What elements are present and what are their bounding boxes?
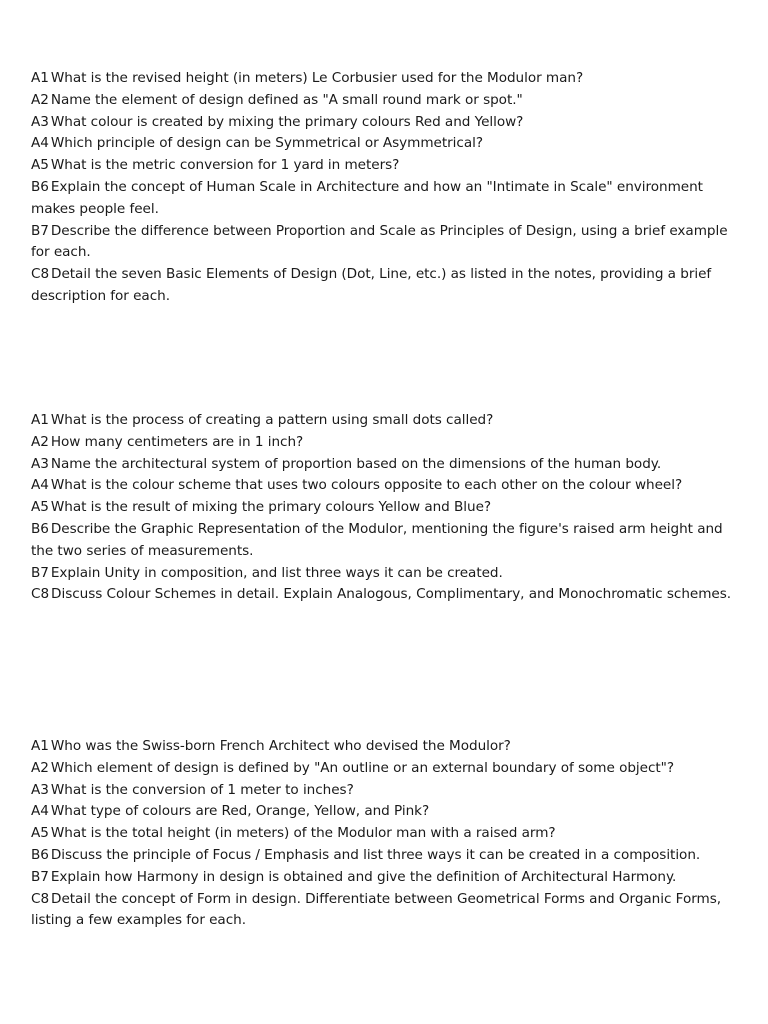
question-text: What is the process of creating a pattern using small dots called? [50, 412, 494, 428]
question-text: How many centimeters are in 1 inch? [50, 433, 304, 450]
question-text: What is the revised height (in meters) Le Corbusier used for the Modulor man? [50, 70, 584, 86]
question-code: A4 [31, 803, 49, 820]
question-item [31, 90, 737, 112]
question-code: A2 [31, 433, 49, 450]
question-code: A1 [31, 738, 49, 754]
question-item [31, 264, 737, 308]
question-item [31, 823, 737, 845]
question-text: Describe the Graphic Representation of the Modulor, mentioning the figure's raised arm height and the two series of measurements. [31, 520, 723, 559]
question-item [31, 889, 737, 933]
question-text: Name the element of design defined as "A small round mark or spot." [50, 91, 523, 108]
question-code: A3 [31, 455, 49, 472]
question-code: A1 [31, 412, 49, 428]
question-code: B6 [31, 178, 49, 195]
question-code: A1 [31, 70, 49, 86]
question-item [31, 221, 737, 265]
question-text: Describe the difference between Proportion and Scale as Principles of Design, using a brief example for each. [31, 222, 728, 261]
question-set-3 [31, 736, 737, 932]
question-item [31, 584, 737, 606]
question-text: Detail the concept of Form in design. Differentiate between Geometrical Forms and Organic Forms, listing a few examples for each. [31, 890, 722, 929]
question-text: What is the conversion of 1 meter to inches? [50, 781, 354, 798]
question-text: Explain Unity in composition, and list three ways it can be created. [50, 564, 503, 581]
question-set-2 [31, 410, 737, 606]
question-code: A3 [31, 113, 49, 130]
question-item [31, 497, 737, 519]
question-text: Detail the seven Basic Elements of Design (Dot, Line, etc.) as listed in the notes, providing a brief description for each. [31, 266, 712, 304]
question-text: What is the metric conversion for 1 yard in meters? [50, 157, 400, 174]
question-item [31, 563, 737, 585]
question-code: B7 [31, 222, 49, 239]
question-item [31, 845, 737, 867]
question-text: Explain the concept of Human Scale in Architecture and how an "Intimate in Scale" environment makes people feel. [31, 178, 703, 217]
question-text: Discuss the principle of Focus / Emphasis and list three ways it can be created in a composition. [50, 846, 701, 863]
question-code: B6 [31, 520, 49, 537]
question-code: C8 [31, 586, 50, 603]
question-set-1 [31, 68, 737, 308]
question-item [31, 780, 737, 802]
question-text: What is the colour scheme that uses two colours opposite to each other on the colour wheel? [50, 477, 683, 494]
question-code: C8 [31, 890, 50, 907]
question-item [31, 410, 737, 432]
question-code: C8 [31, 266, 50, 283]
question-code: A5 [31, 825, 49, 842]
question-text: Explain how Harmony in design is obtained and give the definition of Architectural Harmony. [50, 868, 677, 885]
question-code: A5 [31, 157, 49, 174]
question-item [31, 432, 737, 454]
question-item [31, 133, 737, 155]
question-text: What type of colours are Red, Orange, Yellow, and Pink? [50, 803, 430, 820]
question-item [31, 519, 737, 563]
question-text: What is the result of mixing the primary colours Yellow and Blue? [50, 499, 492, 516]
question-text: What is the total height (in meters) of the Modulor man with a raised arm? [50, 825, 556, 842]
question-code: A5 [31, 499, 49, 516]
question-item [31, 758, 737, 780]
question-code: A2 [31, 759, 49, 776]
question-code: A2 [31, 91, 49, 108]
question-code: B6 [31, 846, 49, 863]
question-text: What colour is created by mixing the primary colours Red and Yellow? [50, 113, 524, 130]
question-item [31, 68, 737, 90]
question-item [31, 155, 737, 177]
question-text: Which principle of design can be Symmetrical or Asymmetrical? [50, 135, 484, 152]
question-text: Name the architectural system of proportion based on the dimensions of the human body. [50, 455, 662, 472]
question-item [31, 736, 737, 758]
question-code: B7 [31, 564, 49, 581]
question-text: Discuss Colour Schemes in detail. Explain Analogous, Complimentary, and Monochromatic schemes. [51, 586, 732, 603]
question-item [31, 177, 737, 221]
question-item [31, 454, 737, 476]
question-code: B7 [31, 868, 49, 885]
question-item [31, 801, 737, 823]
question-item [31, 112, 737, 134]
question-code: A3 [31, 781, 49, 798]
question-code: A4 [31, 135, 49, 152]
question-text: Who was the Swiss-born French Architect who devised the Modulor? [50, 738, 511, 754]
question-code: A4 [31, 477, 49, 494]
question-text: Which element of design is defined by "An outline or an external boundary of some object"? [50, 759, 675, 776]
question-item [31, 867, 737, 889]
question-item [31, 475, 737, 497]
